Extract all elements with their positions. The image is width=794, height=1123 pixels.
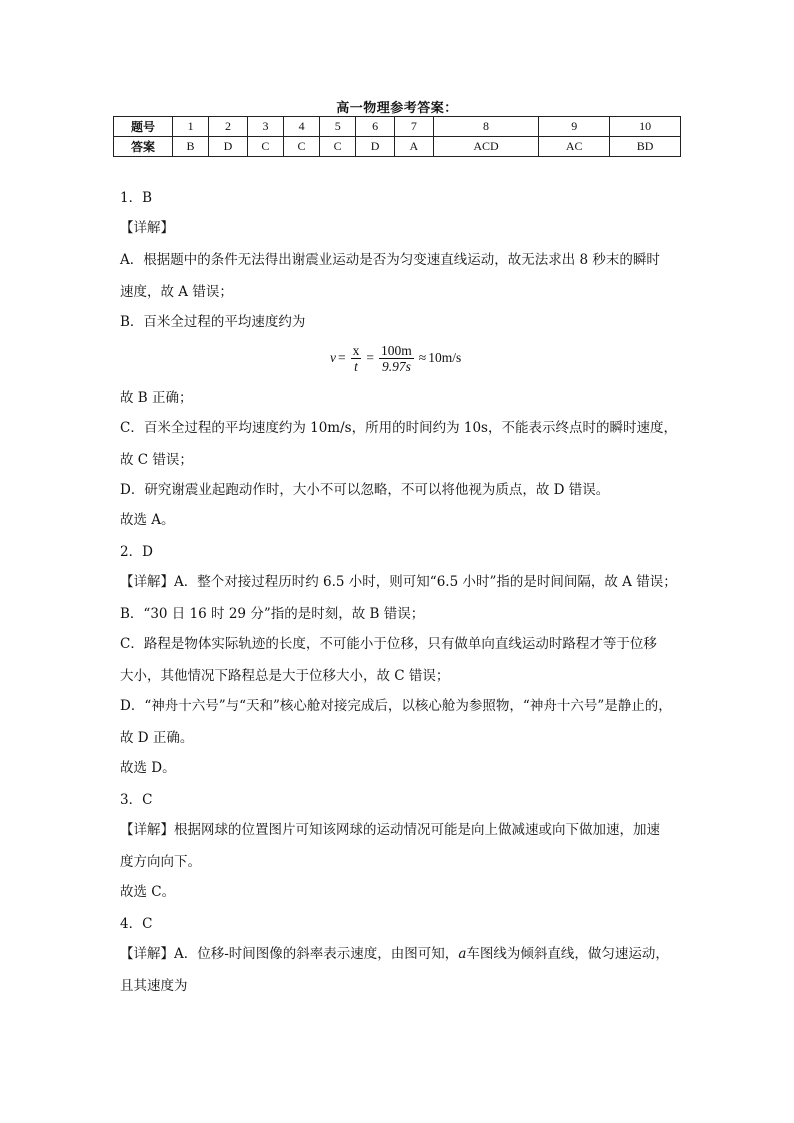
text-line [120, 944, 669, 964]
question-number: 4．C [120, 916, 153, 932]
text-line: C．路程是物体实际轨迹的长度，不可能小于位移，只有做单向直线运动时路程才等于位移 [120, 636, 657, 652]
table-cell: C [320, 137, 356, 157]
text-line: D．研究谢震业起跑动作时，大小不可以忽略，不可以将他视为质点，故 D 错误。 [120, 482, 610, 498]
table-cell: 1 [173, 117, 209, 137]
table-row-numbers [114, 117, 681, 137]
formula-approx: ≈ [418, 350, 427, 365]
table-cell: ACD [433, 137, 539, 157]
formula-equals-2: = [366, 350, 374, 365]
table-cell: 5 [320, 117, 356, 137]
table-cell: 6 [356, 117, 395, 137]
table-cell: C [284, 137, 320, 157]
page-title: 高一物理参考答案： [336, 101, 458, 116]
table-cell: 9 [539, 117, 610, 137]
formula-numerator: 100m [381, 342, 412, 358]
text-line: 故 C 错误； [120, 452, 193, 468]
formula-t: t [354, 358, 358, 374]
table-cell: B [173, 137, 209, 157]
text-line: B．百米全过程的平均速度约为 [120, 314, 306, 330]
question-number: 3．C [120, 792, 153, 808]
table-cell: D [356, 137, 395, 157]
table-row-answers [114, 137, 681, 157]
formula-result: 10m/s [428, 350, 462, 365]
text-line: 【详解】A．整个对接过程历时约 6.5 小时，则可知“6.5 小时”指的是时间间隔，故 A 错误； [120, 574, 677, 590]
table-cell: 7 [395, 117, 434, 137]
text-line: 故选 D。 [120, 760, 176, 776]
table-cell: C [247, 137, 283, 157]
row-header: 题号 [114, 117, 173, 137]
question-number: 1．B [120, 190, 153, 206]
row-header: 答案 [114, 137, 173, 157]
formula-x: x [352, 342, 360, 358]
table-cell: AC [539, 137, 610, 157]
text-line: D．“神舟十六号”与“天和”核心舱对接完成后，以核心舱为参照物，“神舟十六号”是静止的， [120, 698, 672, 714]
velocity-formula [330, 338, 461, 378]
table-cell: 10 [610, 117, 681, 137]
text-line: 大小，其他情况下路程总是大于位移大小，故 C 错误； [120, 668, 450, 684]
table-cell: BD [610, 137, 681, 157]
text-line: 故选 A。 [120, 512, 175, 528]
table-cell: 3 [247, 117, 283, 137]
formula-denominator: 9.97s [381, 358, 411, 374]
text-segment: 【详解】A．位移-时间图像的斜率表示速度，由图可知， [120, 946, 459, 962]
table-cell: D [209, 137, 248, 157]
text-line: 故 B 正确； [120, 390, 193, 406]
table-cell: 2 [209, 117, 248, 137]
text-line: 度方向向下。 [120, 854, 201, 870]
text-line: B．“30 日 16 时 29 分”指的是时刻，故 B 错误； [120, 606, 425, 622]
fraction-x-over-t [351, 343, 362, 374]
table-cell: 4 [284, 117, 320, 137]
text-line: 速度，故 A 错误； [120, 284, 233, 300]
table-cell: 8 [433, 117, 539, 137]
text-segment: 车图线为倾斜直线，做匀速运动， [466, 946, 669, 962]
text-line: 且其速度为 [120, 978, 188, 994]
formula-v: v [330, 350, 336, 365]
fraction-values [379, 343, 414, 374]
explanation-heading: 【详解】 [120, 220, 174, 236]
text-line: 【详解】根据网球的位置图片可知该网球的运动情况可能是向上做减速或向下做加速，加速 [120, 822, 660, 838]
text-line: 故 D 正确。 [120, 730, 194, 746]
variable-a: a [458, 946, 467, 962]
question-number: 2．D [120, 544, 153, 560]
text-line: C．百米全过程的平均速度约为 10m/s，所用的时间约为 10s，不能表示终点时的瞬时速度， [120, 420, 677, 436]
text-line: 故选 C。 [120, 884, 176, 900]
formula-equals: = [338, 350, 346, 365]
answer-table [113, 116, 681, 157]
text-line: A．根据题中的条件无法得出谢震业运动是否为匀变速直线运动，故无法求出 8 秒末的瞬时 [120, 252, 660, 268]
table-cell: A [395, 137, 434, 157]
